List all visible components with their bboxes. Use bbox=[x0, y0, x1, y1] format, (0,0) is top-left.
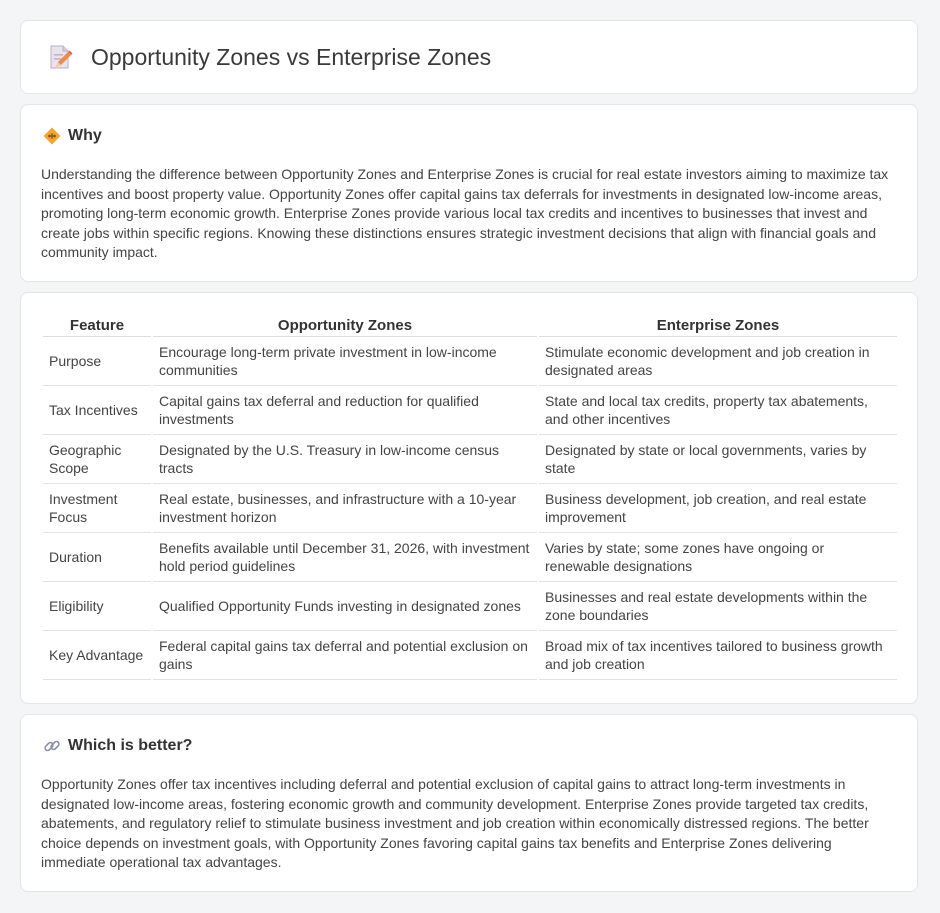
enterprise-cell: Varies by state; some zones have ongoing or renewable designations bbox=[539, 533, 897, 582]
opportunity-cell: Federal capital gains tax deferral and potential exclusion on gains bbox=[153, 631, 537, 680]
why-body: Understanding the difference between Opportunity Zones and Enterprise Zones is crucial for real estate investors aiming to maximize tax incentives and boost property value. Opportunity Zones offer capital gains tax deferrals for investments in designated low-income areas, promoting long-term economic growth. Enterprise Zones provide various local tax credits and incentives to businesses that invest and create jobs within specific regions. Knowing these distinctions ensures strategic investment decisions that align with financial goals and community impact. bbox=[41, 166, 889, 261]
comparison-table bbox=[41, 315, 899, 680]
feature-cell: Eligibility bbox=[43, 582, 151, 631]
table-row bbox=[43, 386, 897, 435]
better-title: Which is better? bbox=[68, 737, 193, 754]
opportunity-cell: Encourage long-term private investment in low-income communities bbox=[153, 337, 537, 386]
warning-diamond-icon bbox=[43, 127, 61, 145]
opportunity-cell: Designated by the U.S. Treasury in low-income census tracts bbox=[153, 435, 537, 484]
header-card bbox=[20, 20, 918, 94]
document-pencil-icon bbox=[47, 43, 73, 71]
enterprise-cell: State and local tax credits, property tax abatements, and other incentives bbox=[539, 386, 897, 435]
enterprise-cell: Broad mix of tax incentives tailored to business growth and job creation bbox=[539, 631, 897, 680]
page-title: Opportunity Zones vs Enterprise Zones bbox=[91, 43, 492, 70]
feature-cell: Key Advantage bbox=[43, 631, 151, 680]
feature-cell: Investment Focus bbox=[43, 484, 151, 533]
link-icon bbox=[43, 737, 61, 755]
feature-cell: Duration bbox=[43, 533, 151, 582]
table-row bbox=[43, 631, 897, 680]
which-better-card bbox=[20, 714, 918, 892]
better-body: Opportunity Zones offer tax incentives including deferral and potential exclusion of capital gains to attract long-term investments in designated low-income areas, fostering economic growth and community development. Enterprise Zones provide targeted tax credits, abatements, and regulatory relief to stimulate business investment and job creation within economically distressed regions. The better choice depends on investment goals, with Opportunity Zones favoring capital gains tax benefits and Enterprise Zones delivering immediate operational tax advantages. bbox=[41, 776, 869, 871]
header-feature: Feature bbox=[43, 315, 151, 337]
feature-cell: Geographic Scope bbox=[43, 435, 151, 484]
why-title: Why bbox=[68, 127, 102, 144]
comparison-card bbox=[20, 292, 918, 704]
table-header-row bbox=[43, 315, 897, 337]
table-row bbox=[43, 337, 897, 386]
title-row bbox=[47, 43, 491, 71]
enterprise-cell: Designated by state or local governments, varies by state bbox=[539, 435, 897, 484]
header-enterprise-zones: Enterprise Zones bbox=[539, 315, 897, 337]
table-row bbox=[43, 582, 897, 631]
opportunity-cell: Qualified Opportunity Funds investing in designated zones bbox=[153, 582, 537, 631]
opportunity-cell: Benefits available until December 31, 2026, with investment hold period guidelines bbox=[153, 533, 537, 582]
opportunity-cell: Real estate, businesses, and infrastructure with a 10-year investment horizon bbox=[153, 484, 537, 533]
feature-cell: Tax Incentives bbox=[43, 386, 151, 435]
better-heading bbox=[43, 737, 192, 755]
feature-cell: Purpose bbox=[43, 337, 151, 386]
enterprise-cell: Businesses and real estate developments within the zone boundaries bbox=[539, 582, 897, 631]
enterprise-cell: Business development, job creation, and real estate improvement bbox=[539, 484, 897, 533]
opportunity-cell: Capital gains tax deferral and reduction for qualified investments bbox=[153, 386, 537, 435]
why-heading bbox=[43, 127, 102, 145]
table-row bbox=[43, 435, 897, 484]
table-row bbox=[43, 533, 897, 582]
enterprise-cell: Stimulate economic development and job creation in designated areas bbox=[539, 337, 897, 386]
header-opportunity-zones: Opportunity Zones bbox=[153, 315, 537, 337]
table-row bbox=[43, 484, 897, 533]
why-card bbox=[20, 104, 918, 282]
